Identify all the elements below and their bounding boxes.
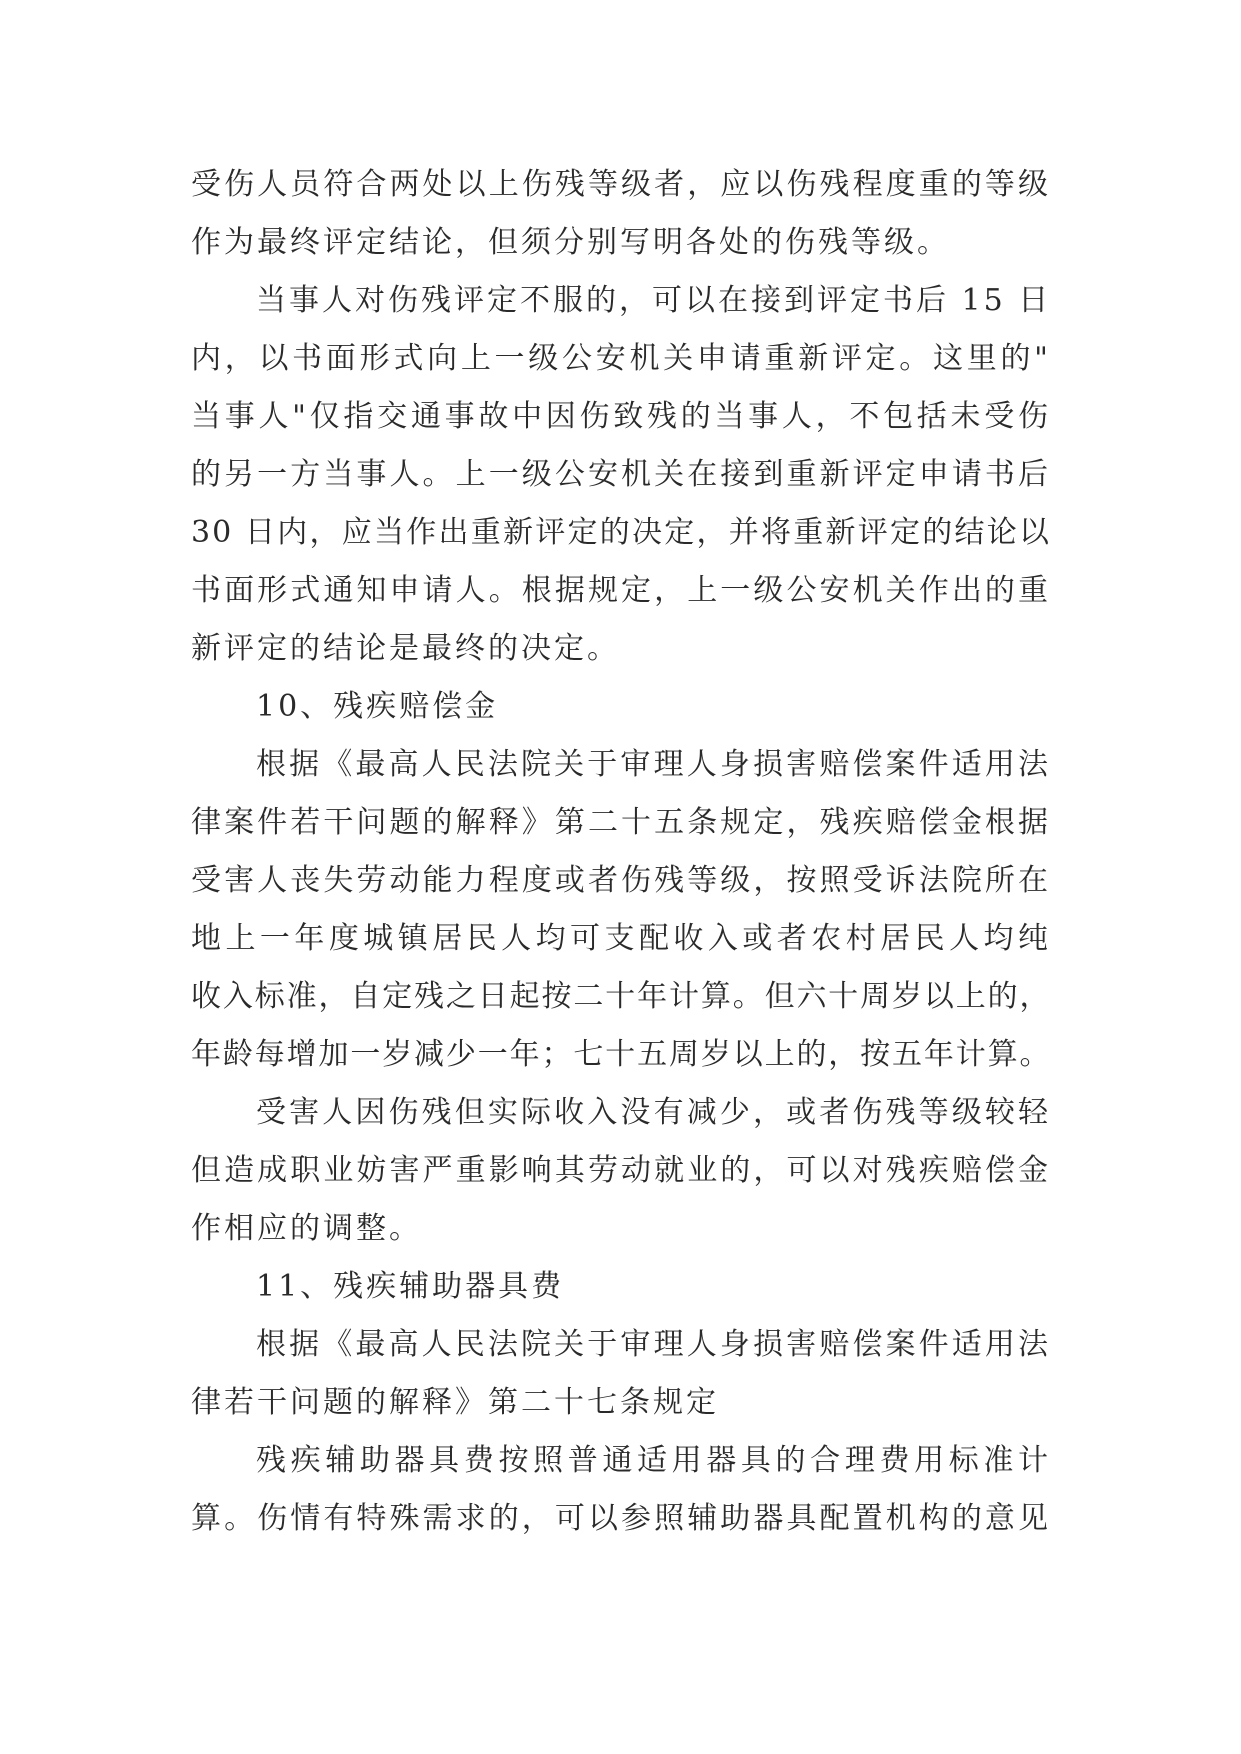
text-line: 内，以书面形式向上一级公安机关申请重新评定。这里的" <box>191 341 1051 376</box>
text-line: 但造成职业妨害严重影响其劳动就业的，可以对残疾赔偿金 <box>191 1153 1051 1188</box>
text-line: 受害人丧失劳动能力程度或者伤残等级，按照受诉法院所在 <box>191 863 1051 898</box>
text-line: 根据《最高人民法院关于审理人身损害赔偿案件适用法 <box>256 1327 1051 1362</box>
text-line: 当事人"仅指交通事故中因伤致残的当事人，不包括未受伤 <box>191 399 1051 434</box>
text-line: 的另一方当事人。上一级公安机关在接到重新评定申请书后 <box>191 457 1051 492</box>
text-line: 书面形式通知申请人。根据规定，上一级公安机关作出的重 <box>191 573 1051 608</box>
text-line: 受伤人员符合两处以上伤残等级者，应以伤残程度重的等级 <box>191 167 1051 202</box>
section-heading: 11、残疾辅助器具费 <box>256 1269 565 1304</box>
text-line: 新评定的结论是最终的决定。 <box>191 631 620 666</box>
text-line: 根据《最高人民法院关于审理人身损害赔偿案件适用法 <box>256 747 1051 782</box>
text-line: 作为最终评定结论，但须分别写明各处的伤残等级。 <box>191 225 950 260</box>
text-line: 律案件若干问题的解释》第二十五条规定，残疾赔偿金根据 <box>191 805 1051 840</box>
text-line: 作相应的调整。 <box>191 1211 422 1246</box>
text-line: 残疾辅助器具费按照普通适用器具的合理费用标准计 <box>256 1443 1051 1478</box>
text-line: 收入标准，自定残之日起按二十年计算。但六十周岁以上的， <box>191 979 1051 1014</box>
text-line: 律若干问题的解释》第二十七条规定 <box>191 1385 719 1420</box>
section-heading: 10、残疾赔偿金 <box>256 689 499 724</box>
text-line: 当事人对伤残评定不服的，可以在接到评定书后 15 日 <box>256 283 1052 318</box>
text-line: 受害人因伤残但实际收入没有减少，或者伤残等级较轻 <box>256 1095 1051 1130</box>
text-line: 30 日内，应当作出重新评定的决定，并将重新评定的结论以 <box>191 515 1051 550</box>
text-line: 年龄每增加一岁减少一年；七十五周岁以上的，按五年计算。 <box>191 1037 1051 1072</box>
text-line: 算。伤情有特殊需求的，可以参照辅助器具配置机构的意见 <box>191 1501 1051 1536</box>
text-line: 地上一年度城镇居民人均可支配收入或者农村居民人均纯 <box>191 921 1051 956</box>
